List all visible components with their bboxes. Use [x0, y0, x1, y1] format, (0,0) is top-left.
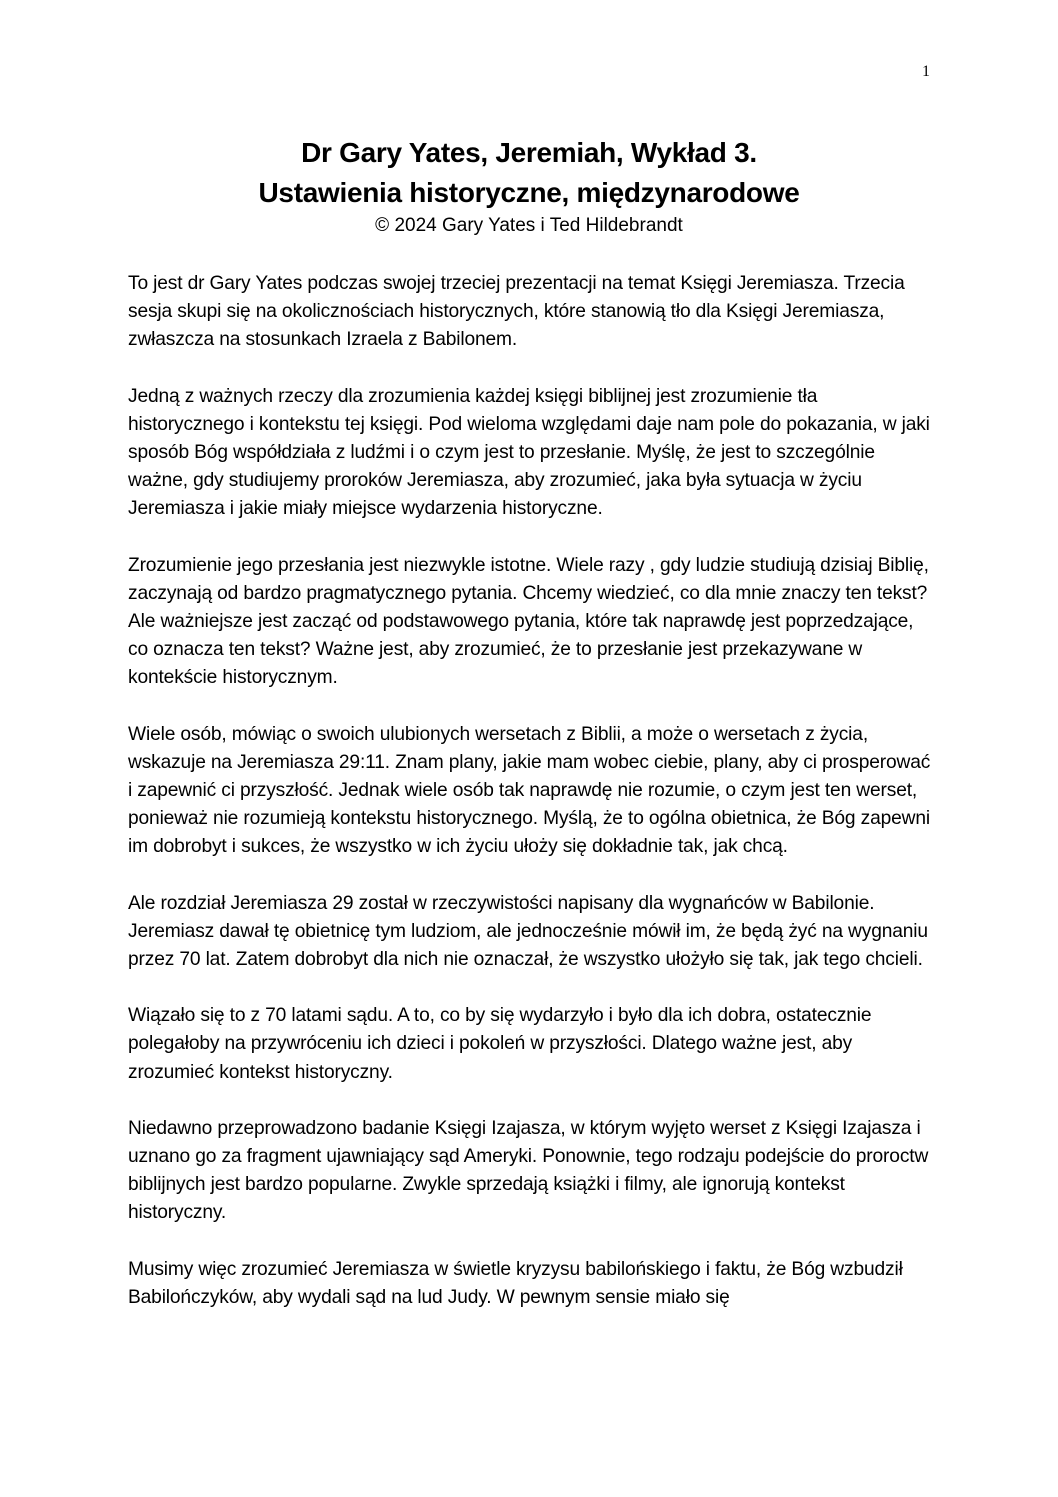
document-title-line-2: Ustawienia historyczne, międzynarodowe [258, 177, 800, 208]
paragraph: Wiązało się to z 70 latami sądu. A to, co by się wydarzyło i było dla ich dobra, ostatecznie polegałoby na przywróceniu ich dzieci i pokoleń w przyszłości. Dlatego ważne jest, aby zrozumieć kontekst historyczny. [128, 1005, 872, 1083]
paragraph: Niedawno przeprowadzono badanie Księgi Izajasza, w którym wyjęto werset z Księgi Izajasza i uznano go za fragment ujawniający sąd Ameryki. Ponownie, tego rodzaju podejście do proroctw biblijnych jest bardzo popularne. Zwykle sprzedają książki i filmy, ale ignorują kontekst historyczny. [128, 1117, 929, 1224]
page-number: 1 [922, 63, 930, 80]
document-body [128, 270, 938, 1340]
paragraph: Jedną z ważnych rzeczy dla zrozumienia każdej księgi biblijnej jest zrozumienie tła historycznego i kontekstu tej księgi. Pod wieloma względami daje nam pole do pokazania, w jaki sposób Bóg współdziała z ludźmi i o czym jest to przesłanie. Myślę, że jest to szczególnie ważne, gdy studiujemy proroków Jeremiasza, aby zrozumieć, jaka była sytuacja w życiu Jeremiasza i jakie miały miejsce wydarzenia historyczne. [128, 385, 930, 520]
document-header [0, 133, 1058, 239]
paragraph: Ale rozdział Jeremiasza 29 został w rzeczywistości napisany dla wygnańców w Babilonie. Jeremiasz dawał tę obietnicę tym ludziom, ale jednocześnie mówił im, że będą żyć na wygnaniu przez 70 lat. Zatem dobrobyt dla nich nie oznaczał, że wszystko ułożyło się tak, jak tego chcieli. [128, 892, 928, 971]
paragraph: Wiele osób, mówiąc o swoich ulubionych wersetach z Biblii, a może o wersetach z życia, wskazuje na Jeremiasza 29:11. Znam plany, jakie mam wobec ciebie, plany, aby ci prosperować i zapewnić ci przyszłość. Jednak wiele osób tak naprawdę nie rozumie, o czym jest ten werset, ponieważ nie rozumieją kontekstu historycznego. Myślą, że to ogólna obietnica, że Bóg zapewni im dobrobyt i sukces, że wszystko w ich życiu ułoży się dokładnie tak, jak chcą. [128, 723, 931, 858]
paragraph: To jest dr Gary Yates podczas swojej trzeciej prezentacji na temat Księgi Jeremiasza. Trzecia sesja skupi się na okolicznościach historycznych, które stanowią tło dla Księgi Jeremiasza, zwłaszcza na stosunkach Izraela z Babilonem. [128, 273, 905, 351]
document-title-line-1: Dr Gary Yates, Jeremiah, Wykład 3. [301, 137, 757, 168]
copyright-notice: © 2024 Gary Yates i Ted Hildebrandt [375, 215, 683, 236]
paragraph: Musimy więc zrozumieć Jeremiasza w świetle kryzysu babilońskiego i faktu, że Bóg wzbudził Babilończyków, aby wydali sąd na lud Judy. W pewnym sensie miało się [128, 1258, 903, 1308]
paragraph: Zrozumienie jego przesłania jest niezwykle istotne. Wiele razy , gdy ludzie studiują dzisiaj Biblię, zaczynają od bardzo pragmatycznego pytania. Chcemy wiedzieć, co dla mnie znaczy ten tekst? Ale ważniejsze jest zacząć od podstawowego pytania, które tak naprawdę jest poprzedzające, co oznacza ten tekst? Ważne jest, aby zrozumieć, że to przesłanie jest przekazywane w kontekście historycznym. [128, 554, 929, 689]
